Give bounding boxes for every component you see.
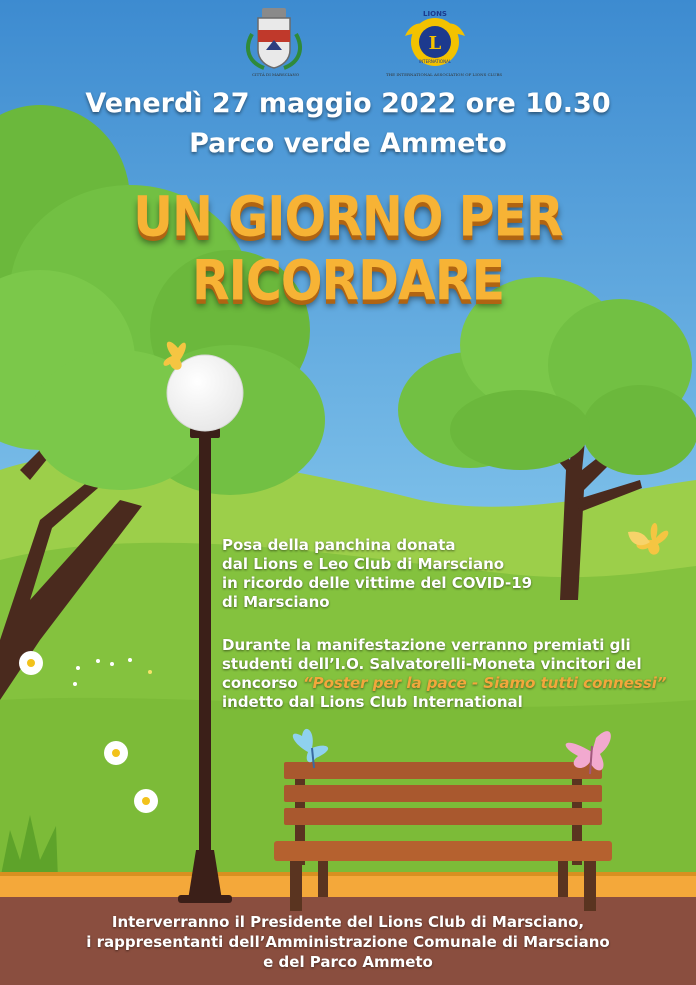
contest-prefix: concorso (222, 674, 303, 692)
text-line: in ricordo delle vittime del COVID-19 (222, 574, 533, 592)
speakers-text (0, 912, 696, 972)
text-line: indetto dal Lions Club International (222, 693, 523, 711)
poster-title: UN GIORNO PER RICORDARE (133, 185, 563, 313)
text-line (222, 674, 682, 693)
event-place: Parco verde Ammeto (189, 128, 507, 159)
award-text (222, 636, 682, 712)
text-line: studenti dell’I.O. Salvatorelli-Moneta vincitori del (222, 655, 642, 673)
bench-dedication-text (222, 536, 622, 612)
contest-title: “Poster per la pace - Siamo tutti connessi” (302, 674, 667, 692)
lions-letter: L (428, 33, 442, 54)
lions-ring-text: INTERNATIONAL (418, 59, 452, 64)
text-line: Posa della panchina donata (222, 536, 456, 554)
text-line: Interverranno il Presidente del Lions Club di Marsciano, (111, 913, 585, 931)
text-line: i rappresentanti dell’Amministrazione Comunale di Marsciano (86, 933, 610, 951)
event-date: Venerdì 27 maggio 2022 ore 10.30 (85, 88, 611, 119)
text-line: dal Lions e Leo Club di Marsciano (222, 555, 505, 573)
lions-caption: THE INTERNATIONAL ASSOCIATION OF LIONS CLUBS (386, 72, 503, 77)
municipality-caption: CITTÀ DI MARSCIANO (252, 72, 300, 77)
lions-word: LIONS (423, 10, 447, 18)
text-line: di Marsciano (222, 593, 330, 611)
text-line: e del Parco Ammeto (263, 953, 433, 971)
text-line: Durante la manifestazione verranno premiati gli (222, 636, 631, 654)
